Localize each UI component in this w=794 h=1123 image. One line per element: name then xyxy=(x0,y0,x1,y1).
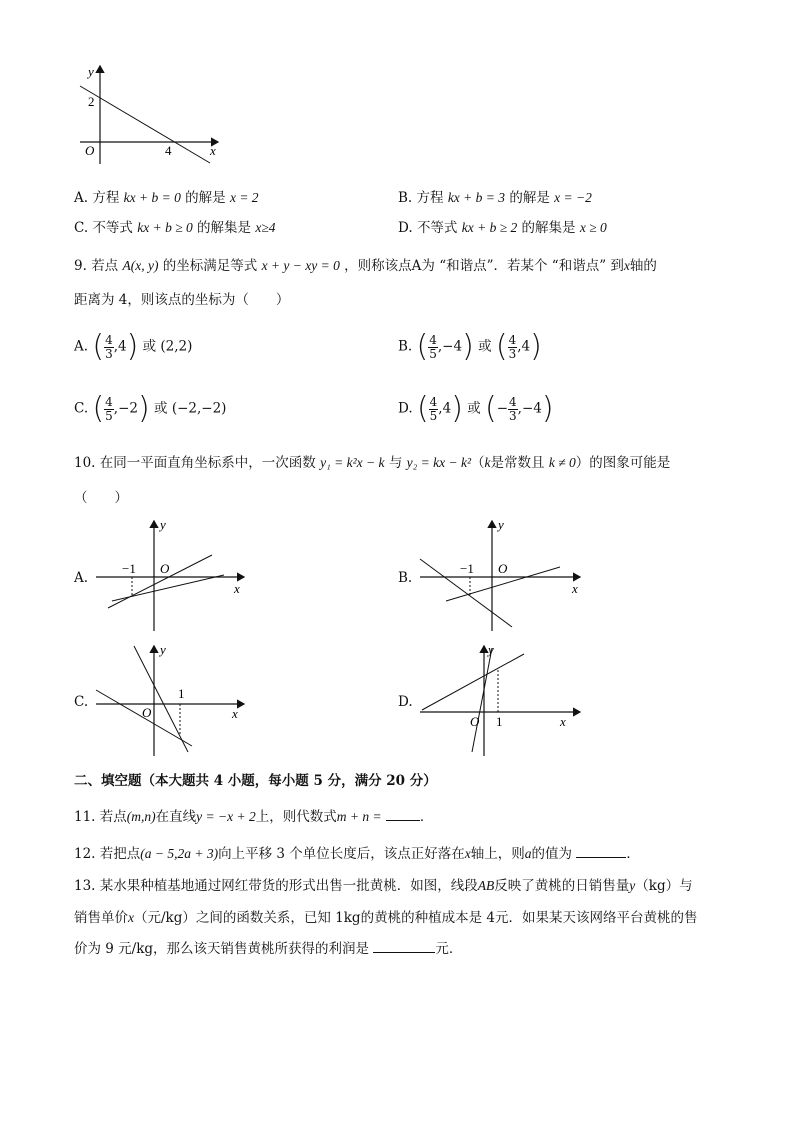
q9-equation: x + y − xy = 0 xyxy=(261,258,340,273)
q13-segment: AB xyxy=(477,878,495,893)
q9-option-a-point2: (2,2) xyxy=(160,338,193,355)
q9-option-c-point2: (−2,−2) xyxy=(171,400,227,417)
q8-option-b-text: 方程 xyxy=(416,190,444,206)
q10-text-2: 与 xyxy=(388,455,403,471)
q8-graph xyxy=(76,60,226,168)
q9-text-5: 距离为 4，则该点的坐标为（ ） xyxy=(74,292,290,308)
q8-option-b-label: B. xyxy=(398,190,413,206)
q9-text-2: 的坐标满足等式 xyxy=(162,258,258,274)
q8-option-c-text: 不等式 xyxy=(92,220,133,236)
q12-number: 12. xyxy=(74,846,96,862)
q8-option-a-text2: 的解是 xyxy=(185,190,226,206)
q11-answer-blank[interactable] xyxy=(386,806,420,821)
q12-stem: 12. 若把点(a − 5,2a + 3)向上平移 3 个单位长度后，该点正好落在x轴上，则a的值为 ． xyxy=(74,843,640,864)
q11-number: 11. xyxy=(74,809,96,825)
svg-text:1: 1 xyxy=(496,714,503,729)
svg-text:x: x xyxy=(232,706,238,721)
q8-option-b-answer: x = −2 xyxy=(554,190,592,205)
q9-option-d-fraction1: $\frac{4}{5}$ xyxy=(429,394,438,423)
q13-stem-line3: 价为 9 元/kg，那么该天销售黄桃所获得的利润是 元． xyxy=(74,938,462,959)
q8-option-d-label: D. xyxy=(398,220,413,236)
q12-answer-blank[interactable] xyxy=(576,843,626,858)
svg-text:−1: −1 xyxy=(460,561,474,576)
svg-text:−1: −1 xyxy=(122,561,136,576)
q9-option-b-fraction2: $\frac{4}{3}$ xyxy=(508,332,517,361)
q10-stem-line1: 10. 在同一平面直角坐标系中，一次函数 y₁ = k²x − k 与 y₂ = kx − k²（k是常数且 k ≠ 0）的图象可能是 xyxy=(74,455,671,471)
svg-text:y: y xyxy=(160,642,166,657)
q8-x-label: x xyxy=(210,143,216,158)
q9-option-c[interactable]: C. ( $\frac{4}{5}$ ,−2) 或 (−2,−2) xyxy=(74,391,227,426)
q9-option-a[interactable]: A. ( $\frac{4}{3}$ ,4) 或 (2,2) xyxy=(74,329,193,364)
q11-expression: m + n = xyxy=(336,809,382,824)
q8-option-d-math: kx + b ≥ 2 xyxy=(461,220,518,235)
svg-text:y: y xyxy=(498,517,504,532)
svg-text:O: O xyxy=(160,561,170,576)
svg-text:y: y xyxy=(488,642,494,657)
q10-graph-d xyxy=(416,640,586,758)
q9-text-1: 若点 xyxy=(91,258,119,274)
svg-text:x: x xyxy=(572,581,578,596)
q8-option-a-math: kx + b = 0 xyxy=(123,190,181,205)
q8-y-label: y xyxy=(88,64,94,79)
q8-option-a-label: A. xyxy=(74,190,89,206)
q10-d-line-2 xyxy=(472,648,492,752)
svg-text:x: x xyxy=(560,714,566,729)
q10-graph-a xyxy=(92,515,252,633)
q9-option-a-label: A. xyxy=(74,338,89,355)
q8-x-intercept: 4 xyxy=(165,143,172,158)
q8-option-d[interactable] xyxy=(398,218,607,238)
svg-text:O: O xyxy=(142,705,152,720)
section-2-title: 二、填空题（本大题共 4 小题，每小题 5 分，满分 20 分） xyxy=(74,773,437,789)
q10-condition: k ≠ 0 xyxy=(548,455,576,470)
q9-option-d-label: D. xyxy=(398,400,413,417)
q13-stem-line1: 13. 某水果种植基地通过网红带货的形式出售一批黄桃．如图，线段AB反映了黄桃的日销售量y（kg）与 xyxy=(74,878,693,894)
q9-number: 9. xyxy=(74,258,87,274)
q9-stem-line2 xyxy=(74,290,289,310)
q8-option-a-answer: x = 2 xyxy=(229,190,259,205)
q10-function-1: y₁ = k²x − k xyxy=(320,455,385,470)
q8-y-intercept: 2 xyxy=(88,94,95,109)
svg-text:y: y xyxy=(160,517,166,532)
q9-option-b[interactable]: B. ( $\frac{4}{5}$ ,−4) 或 ( $\frac{4}{3}$ ,4) xyxy=(398,329,542,364)
q13-answer-blank[interactable] xyxy=(373,938,435,953)
q8-option-a[interactable] xyxy=(74,188,259,208)
q8-option-c[interactable] xyxy=(74,218,276,238)
q13-stem-line2: 销售单价x（元/kg）之间的函数关系，已知 1kg的黄桃的种植成本是 4元．如果某天该网络平台黄桃的售 xyxy=(74,910,698,926)
q9-point: A(x, y) xyxy=(122,258,159,273)
q8-option-c-answer: x≥4 xyxy=(255,220,276,235)
q9-text-4: 轴的 xyxy=(629,258,657,274)
q10-graph-c xyxy=(92,640,252,758)
q13-number: 13. xyxy=(74,878,96,894)
q8-origin: O xyxy=(85,143,95,158)
q9-option-d[interactable]: D. ( $\frac{4}{5}$ ,4) 或 (− $\frac{4}{3}$ ,−4) xyxy=(398,391,554,426)
q10-option-b-label[interactable]: B. xyxy=(398,570,413,586)
q10-option-c-label[interactable]: C. xyxy=(74,694,89,710)
svg-text:x: x xyxy=(234,581,240,596)
q8-option-c-label: C. xyxy=(74,220,89,236)
q9-option-d-fraction2: $\frac{4}{3}$ xyxy=(509,394,517,423)
q9-stem-line1 xyxy=(74,256,657,276)
q10-a-line-2 xyxy=(112,575,224,601)
q10-stem-line2: （ ） xyxy=(74,490,128,506)
q11-stem: 11. 若点(m,n)在直线y = −x + 2上，则代数式m + n = ． xyxy=(74,806,433,827)
q9-option-b-label: B. xyxy=(398,338,413,355)
q8-option-c-math: kx + b ≥ 0 xyxy=(137,220,193,235)
q11-point: (m,n) xyxy=(126,809,156,824)
q10-option-a-label[interactable]: A. xyxy=(74,570,89,586)
q9-axis: x xyxy=(623,258,630,273)
q8-option-d-text: 不等式 xyxy=(416,220,458,236)
q9-text-3: ，则称该点A为 “和谐点”．若某个 “和谐点” 到 xyxy=(344,258,624,274)
q9-option-c-fraction: $\frac{4}{5}$ xyxy=(105,394,113,423)
q8-option-d-text2: 的解集是 xyxy=(521,220,576,236)
q10-number: 10. xyxy=(74,455,96,471)
q10-function-2: y₂ = kx − k² xyxy=(406,455,472,470)
q9-option-c-label: C. xyxy=(74,400,89,417)
q8-option-b-math: kx + b = 3 xyxy=(447,190,506,205)
q10-option-d-label[interactable]: D. xyxy=(398,694,413,710)
svg-text:O: O xyxy=(498,561,508,576)
q8-option-b[interactable] xyxy=(398,188,592,208)
q8-option-d-answer: x ≥ 0 xyxy=(579,220,607,235)
q8-option-a-text: 方程 xyxy=(92,190,120,206)
q10-d-line-1 xyxy=(422,654,524,710)
q12-point: (a − 5,2a + 3) xyxy=(140,846,219,861)
svg-text:O: O xyxy=(470,714,480,729)
q8-option-c-text2: 的解集是 xyxy=(197,220,252,236)
svg-text:1: 1 xyxy=(178,686,185,701)
q11-line-eq: y = −x + 2 xyxy=(196,809,256,824)
q8-option-b-text2: 的解是 xyxy=(509,190,550,206)
q9-option-a-fraction: $\frac{4}{3}$ xyxy=(105,332,113,361)
q9-option-b-fraction1: $\frac{4}{5}$ xyxy=(429,332,437,361)
q10-graph-b xyxy=(416,515,586,633)
q10-text-1: 在同一平面直角坐标系中，一次函数 xyxy=(99,455,316,471)
